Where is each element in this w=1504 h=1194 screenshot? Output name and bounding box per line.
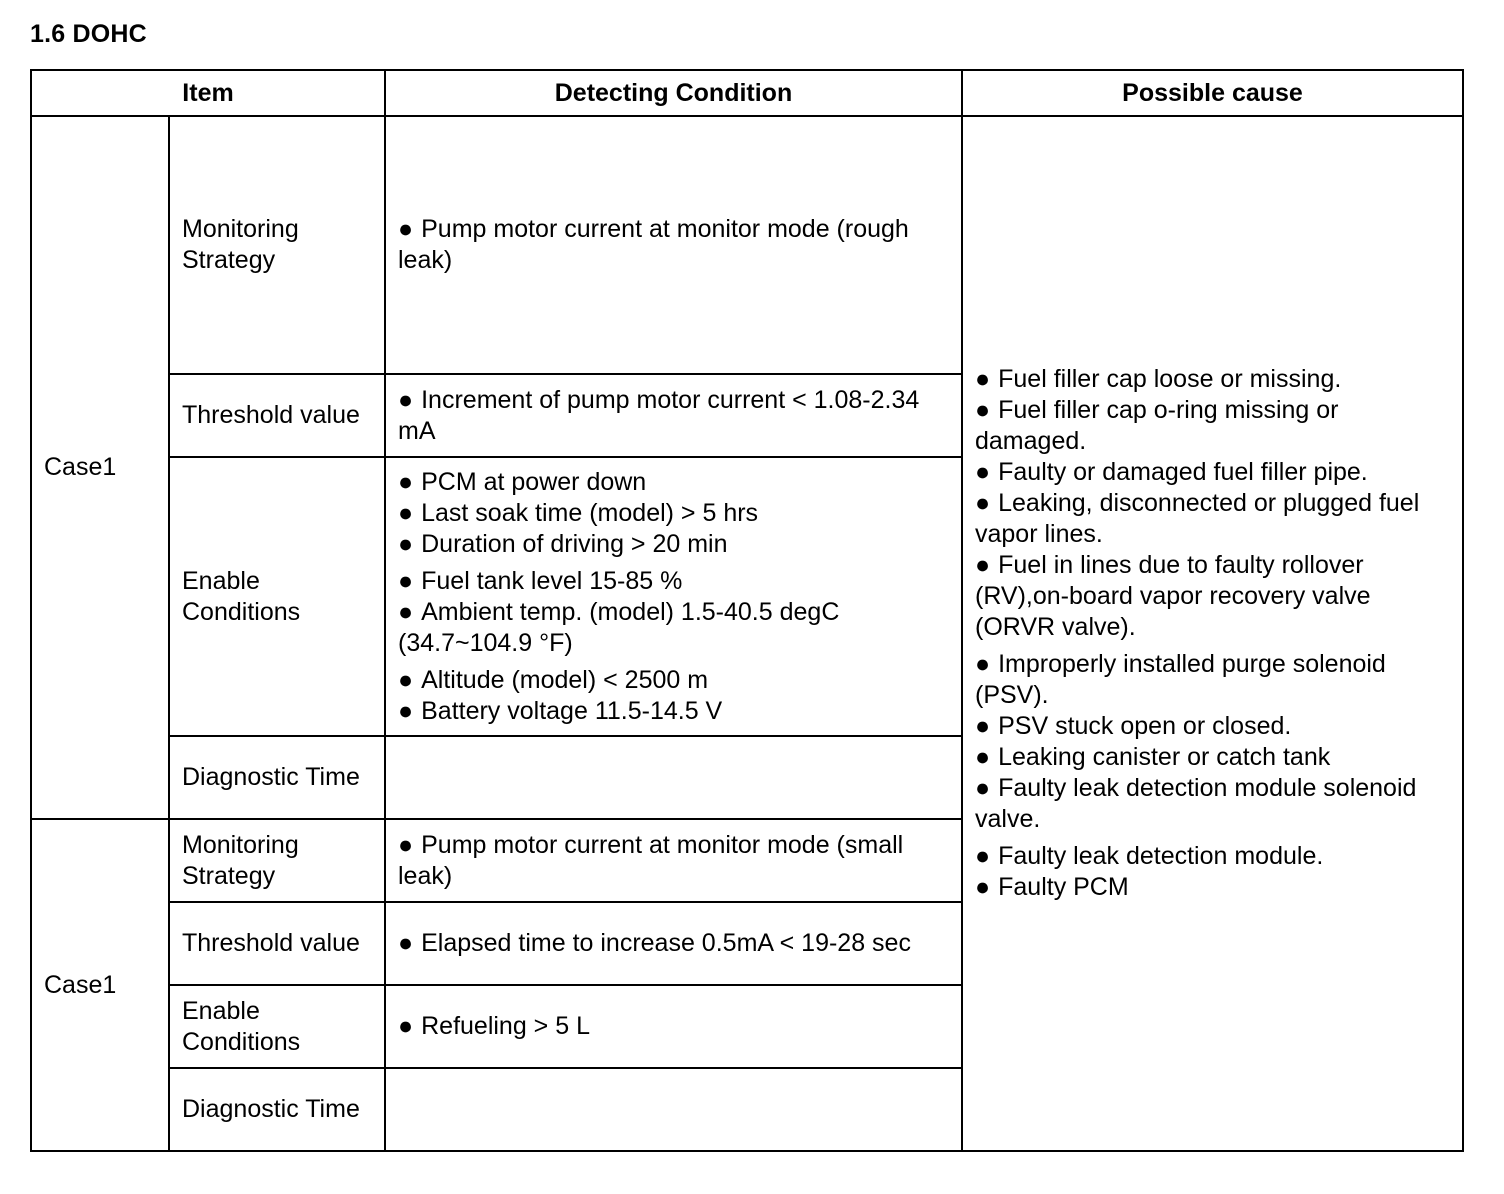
header-detecting-condition: Detecting Condition xyxy=(385,70,962,116)
possible-causes-cell xyxy=(962,116,1463,1151)
bullet-icon: ● xyxy=(398,830,414,859)
bullet-icon: ● xyxy=(975,551,991,579)
list-item xyxy=(398,597,949,659)
list-item-text: Elapsed time to increase 0.5mA < 19-28 sec xyxy=(421,929,911,957)
condition-list xyxy=(398,214,949,276)
bullet-icon: ● xyxy=(398,215,414,243)
list-item-text: Leaking, disconnected or plugged fuel vapor lines. xyxy=(975,489,1420,548)
enable-conditions-cell xyxy=(385,985,962,1068)
list-item-text: Pump motor current at monitor mode (rough leak) xyxy=(398,215,909,274)
list-item xyxy=(975,364,1450,395)
list-item xyxy=(975,742,1450,773)
bullet-icon: ● xyxy=(975,842,991,870)
list-item xyxy=(398,467,949,498)
table-header-row xyxy=(31,70,1463,116)
list-item-text: Increment of pump motor current < 1.08-2.34 mA xyxy=(398,385,920,445)
list-item xyxy=(398,928,949,959)
row-label-diagnostic-time: Diagnostic Time xyxy=(169,736,385,819)
section-title: 1.6 DOHC xyxy=(30,20,147,48)
list-item xyxy=(975,841,1450,872)
bullet-icon: ● xyxy=(398,696,414,725)
threshold-cell xyxy=(385,374,962,457)
monitoring-strategy-cell xyxy=(385,819,962,902)
bullet-icon: ● xyxy=(398,498,414,527)
list-item-text: PCM at power down xyxy=(421,467,647,496)
list-item-text: Improperly installed purge solenoid (PSV). xyxy=(975,650,1386,709)
list-item xyxy=(975,711,1450,742)
condition-list xyxy=(398,928,949,959)
condition-list xyxy=(398,467,949,727)
list-item-text: Fuel in lines due to faulty rollover (RV),on-board vapor recovery valve (ORVR valve). xyxy=(975,551,1371,641)
list-item xyxy=(975,773,1450,835)
header-item: Item xyxy=(31,70,385,116)
bullet-icon: ● xyxy=(975,489,991,517)
list-item xyxy=(975,550,1450,643)
bullet-icon: ● xyxy=(398,467,414,496)
list-item-text: Pump motor current at monitor mode (small leak) xyxy=(398,830,904,890)
bullet-icon: ● xyxy=(975,650,991,678)
case-label: Case1 xyxy=(31,116,169,819)
list-item xyxy=(398,830,949,892)
diagnostic-time-cell xyxy=(385,736,962,819)
row-label-monitoring-strategy: Monitoring Strategy xyxy=(169,819,385,902)
list-item-text: Last soak time (model) > 5 hrs xyxy=(421,498,759,527)
row-label-enable-conditions: Enable Conditions xyxy=(169,457,385,736)
list-item-text: Faulty PCM xyxy=(998,873,1129,901)
list-item-text: Altitude (model) < 2500 m xyxy=(421,665,709,694)
bullet-icon: ● xyxy=(398,529,414,558)
list-item-text: Leaking canister or catch tank xyxy=(998,743,1331,771)
case-label: Case1 xyxy=(31,819,169,1151)
bullet-icon: ● xyxy=(975,458,991,486)
list-item xyxy=(398,498,949,529)
monitoring-strategy-cell xyxy=(385,116,962,374)
list-item xyxy=(975,872,1450,903)
list-item xyxy=(398,696,949,727)
list-item xyxy=(398,665,949,696)
list-item xyxy=(398,566,949,597)
bullet-icon: ● xyxy=(398,1012,414,1040)
bullet-icon: ● xyxy=(975,712,991,740)
list-item xyxy=(398,214,949,276)
list-item-text: Refueling > 5 L xyxy=(421,1012,590,1040)
list-item xyxy=(975,649,1450,711)
diagnostic-time-cell xyxy=(385,1068,962,1151)
condition-list xyxy=(398,385,949,447)
bullet-icon: ● xyxy=(975,774,991,802)
row-label-threshold: Threshold value xyxy=(169,902,385,985)
row-label-enable-conditions: Enable Conditions xyxy=(169,985,385,1068)
evap-monitor-table xyxy=(30,69,1464,1152)
list-item xyxy=(398,1011,949,1042)
bullet-icon: ● xyxy=(398,385,414,414)
enable-conditions-cell xyxy=(385,457,962,736)
header-possible-cause: Possible cause xyxy=(962,70,1463,116)
possible-causes-list xyxy=(975,364,1450,903)
table-row xyxy=(31,116,1463,374)
threshold-cell xyxy=(385,902,962,985)
list-item-text: Duration of driving > 20 min xyxy=(421,529,728,558)
list-item-text: Fuel tank level 15-85 % xyxy=(421,566,683,595)
list-item-text: Faulty leak detection module solenoid valve. xyxy=(975,774,1417,833)
row-label-threshold: Threshold value xyxy=(169,374,385,457)
bullet-icon: ● xyxy=(398,929,414,957)
list-item-text: Fuel filler cap loose or missing. xyxy=(998,365,1342,393)
list-item xyxy=(975,395,1450,457)
row-label-diagnostic-time: Diagnostic Time xyxy=(169,1068,385,1151)
list-item-text: Fuel filler cap o-ring missing or damaged. xyxy=(975,396,1339,455)
list-item-text: Battery voltage 11.5-14.5 V xyxy=(421,696,723,725)
list-item-text: Ambient temp. (model) 1.5-40.5 degC (34.7~104.9 °F) xyxy=(398,597,840,657)
list-item-text: Faulty or damaged fuel filler pipe. xyxy=(998,458,1368,486)
bullet-icon: ● xyxy=(975,873,991,901)
list-item xyxy=(975,488,1450,550)
list-item xyxy=(975,457,1450,488)
bullet-icon: ● xyxy=(975,396,991,424)
bullet-icon: ● xyxy=(398,566,414,595)
condition-list xyxy=(398,1011,949,1042)
row-label-monitoring-strategy: Monitoring Strategy xyxy=(169,116,385,374)
bullet-icon: ● xyxy=(975,743,991,771)
list-item xyxy=(398,529,949,560)
list-item xyxy=(398,385,949,447)
list-item-text: PSV stuck open or closed. xyxy=(998,712,1292,740)
condition-list xyxy=(398,830,949,892)
bullet-icon: ● xyxy=(398,597,414,626)
list-item-text: Faulty leak detection module. xyxy=(998,842,1324,870)
bullet-icon: ● xyxy=(398,665,414,694)
bullet-icon: ● xyxy=(975,365,991,393)
